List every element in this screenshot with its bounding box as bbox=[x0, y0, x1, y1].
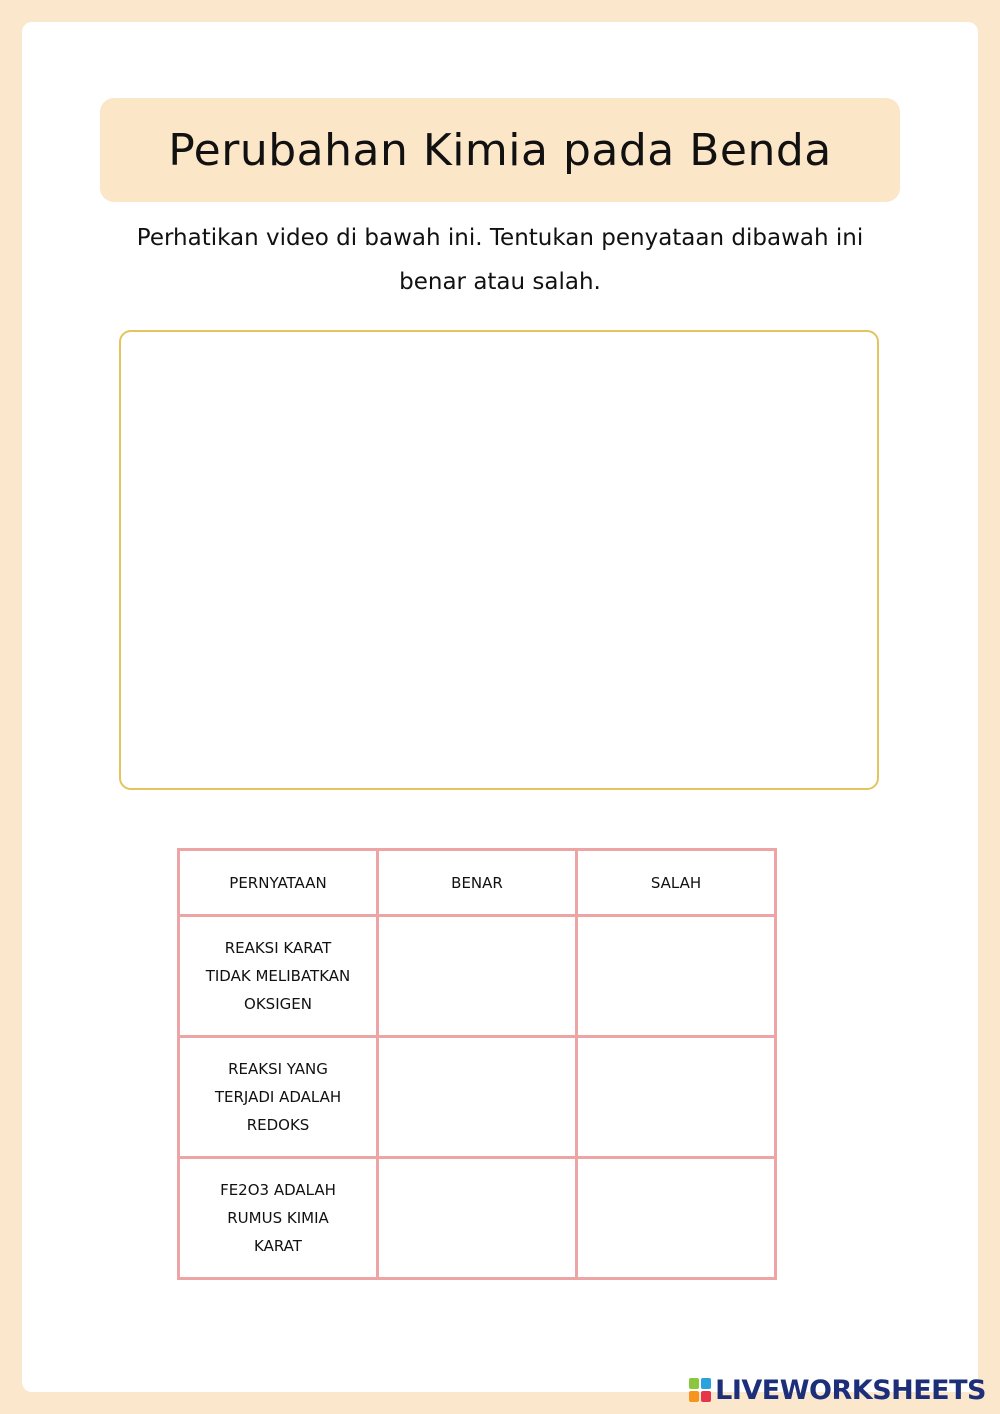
header-statement: PERNYATAAN bbox=[179, 850, 378, 916]
instruction-text bbox=[100, 216, 900, 304]
answer-cell-true[interactable] bbox=[378, 1158, 577, 1279]
statement-line: TIDAK MELIBATKAN bbox=[205, 967, 351, 985]
answer-cell-false[interactable] bbox=[577, 916, 776, 1037]
page-title: Perubahan Kimia pada Benda bbox=[168, 124, 832, 176]
mark-square bbox=[701, 1391, 711, 1402]
statement-line: FE2O3 ADALAH bbox=[220, 1181, 336, 1199]
header-false: SALAH bbox=[577, 850, 776, 916]
header-true: BENAR bbox=[378, 850, 577, 916]
liveworksheets-mark-icon bbox=[689, 1378, 711, 1402]
mark-square bbox=[689, 1378, 699, 1389]
table-row bbox=[179, 916, 776, 1037]
answer-cell-true[interactable] bbox=[378, 916, 577, 1037]
answer-cell-false[interactable] bbox=[577, 1037, 776, 1158]
video-frame[interactable] bbox=[119, 330, 879, 790]
statement-cell bbox=[179, 1158, 378, 1279]
liveworksheets-logo[interactable] bbox=[689, 1374, 986, 1406]
mark-square bbox=[701, 1378, 711, 1389]
title-banner bbox=[100, 98, 900, 202]
table-header-row bbox=[179, 850, 776, 916]
statement-line: KARAT bbox=[254, 1237, 302, 1255]
statement-line: REDOKS bbox=[246, 1116, 310, 1134]
logo-text: LIVEWORKSHEETS bbox=[715, 1374, 986, 1406]
mark-square bbox=[689, 1391, 699, 1402]
statement-cell bbox=[179, 1037, 378, 1158]
answer-cell-true[interactable] bbox=[378, 1037, 577, 1158]
table-row bbox=[179, 1158, 776, 1279]
instruction-line-2: benar atau salah. bbox=[399, 269, 601, 295]
statement-line: TERJADI ADALAH bbox=[214, 1088, 342, 1106]
statement-line: RUMUS KIMIA bbox=[227, 1209, 329, 1227]
statement-line: REAKSI YANG bbox=[228, 1060, 328, 1078]
statement-cell bbox=[179, 916, 378, 1037]
table-row bbox=[179, 1037, 776, 1158]
statement-line: OKSIGEN bbox=[244, 995, 312, 1013]
true-false-table bbox=[177, 848, 777, 1280]
answer-cell-false[interactable] bbox=[577, 1158, 776, 1279]
statement-line: REAKSI KARAT bbox=[224, 939, 332, 957]
instruction-line-1: Perhatikan video di bawah ini. Tentukan penyataan dibawah ini bbox=[136, 225, 864, 251]
